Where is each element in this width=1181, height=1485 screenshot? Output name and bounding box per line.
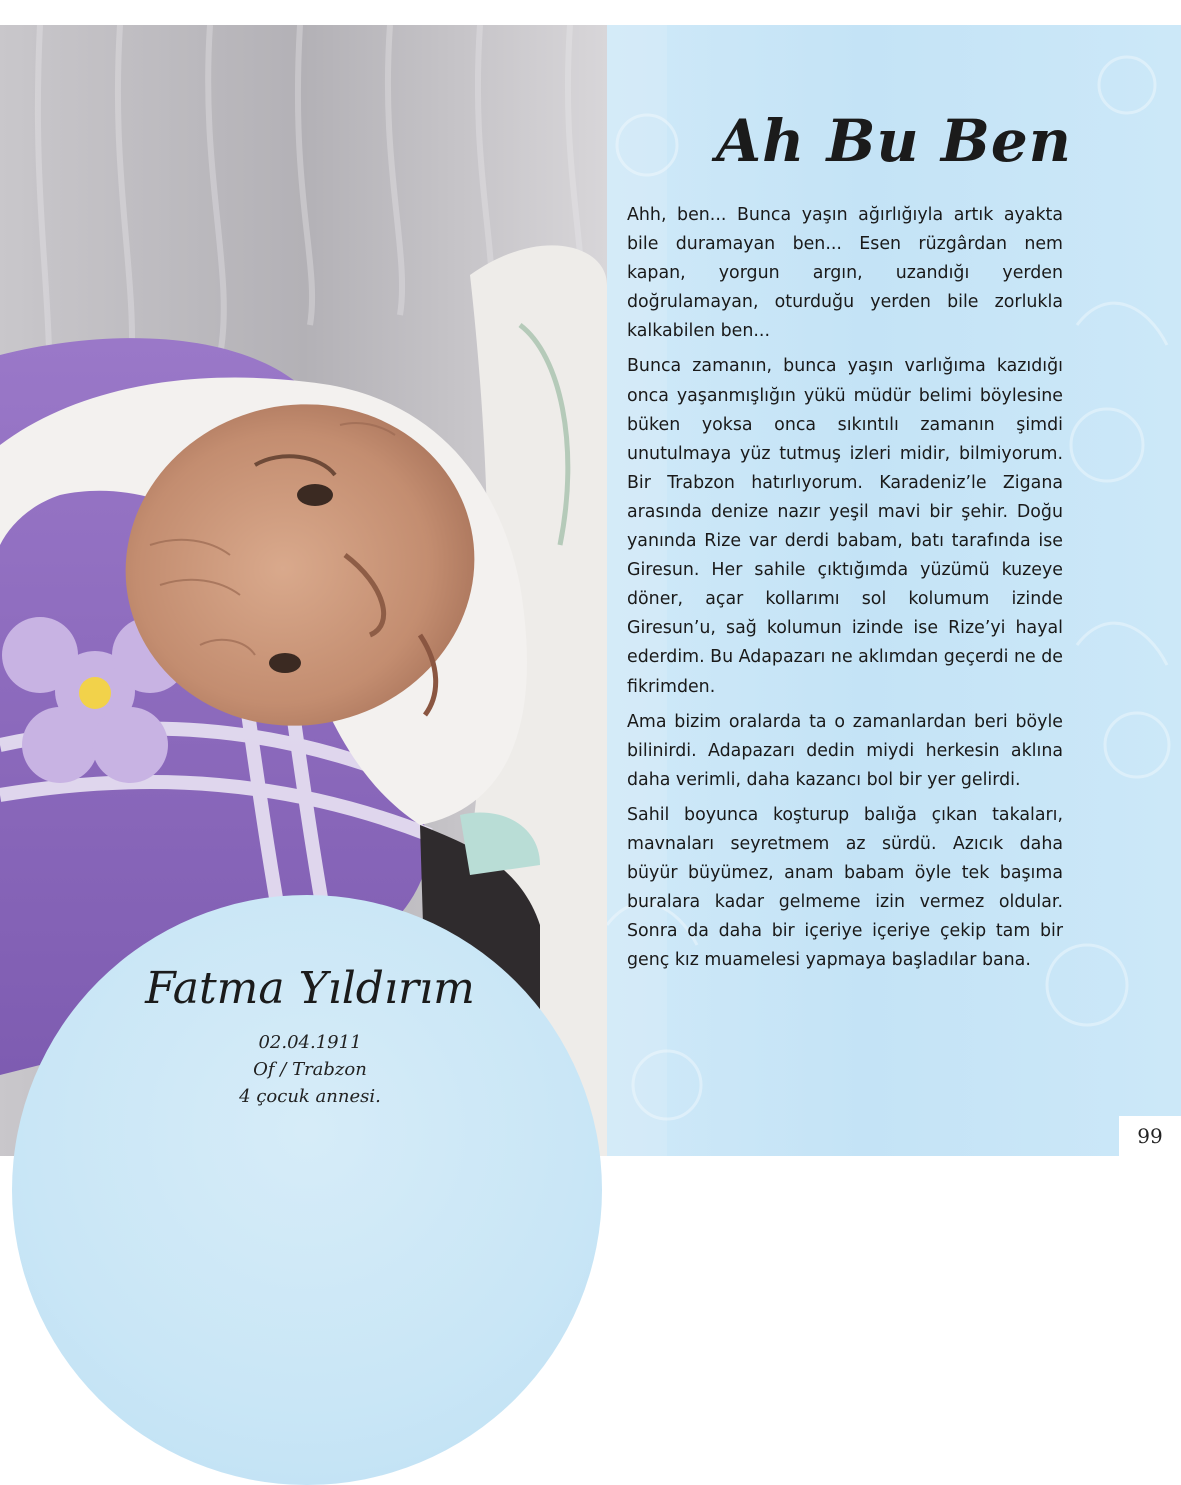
text-panel	[607, 25, 1181, 1156]
person-info	[100, 963, 520, 1113]
page-title: Ah Bu Ben	[716, 107, 1072, 175]
birth-place: Of / Trabzon	[253, 1059, 367, 1080]
paragraph: Ama bizim oralarda ta o zamanlardan beri böyle bilinirdi. Adapazarı dedin miydi herkesin aklına daha verimli, daha kazancı bol bir yer gelirdi.	[627, 711, 1063, 790]
person-name: Fatma Yıldırım	[145, 963, 475, 1014]
person-note: 4 çocuk annesi.	[239, 1086, 381, 1107]
paragraph: Sahil boyunca koşturup balığa çıkan takaları, mavnaları seyretmem az sürdü. Azıcık daha büyür büyümez, anam babam öyle tek başıma buralara kadar gelmeme izin vermez oldular. Sonra da daha bir içeriye içeriye çekip tam bir genç kız muamelesi yapmaya başladılar bana.	[627, 804, 1063, 971]
book-page	[0, 25, 1181, 1156]
paragraph: Ahh, ben... Bunca yaşın ağırlığıyla artık ayakta bile duramayan ben... Esen rüzgârdan nem kapan, yorgun argın, uzandığı yerden doğrulamayan, oturduğu yerden bile zorlukla kalkabilen ben...	[627, 205, 1063, 342]
story-text	[627, 201, 1063, 981]
page-number: 99	[1119, 1116, 1181, 1156]
birth-date: 02.04.1911	[258, 1032, 362, 1053]
paragraph: Bunca zamanın, bunca yaşın varlığıma kazıdığı onca yaşanmışlığın yükü müdür belimi böylesine büken yoksa onca sıkıntılı zamanın şimdi unutulmaya yüz tutmuş izleri midir, bilmiyorum. Bir Trabzon hatırlıyorum. Karadeniz’le Zigana arasında denize nazır yeşil mavi bir şehir. Doğu yanında Rize var derdi babam, batı tarafında ise Giresun. Her sahile çıktığımda yüzümü kuzeye döner, açar kollarımı sol kolumum izinde Giresun’u, sağ kolumun izinde ise Rize’yi hayal ederdim. Bu Adapazarı ne aklımdan geçerdi ne de fikrimden.	[627, 356, 1063, 697]
